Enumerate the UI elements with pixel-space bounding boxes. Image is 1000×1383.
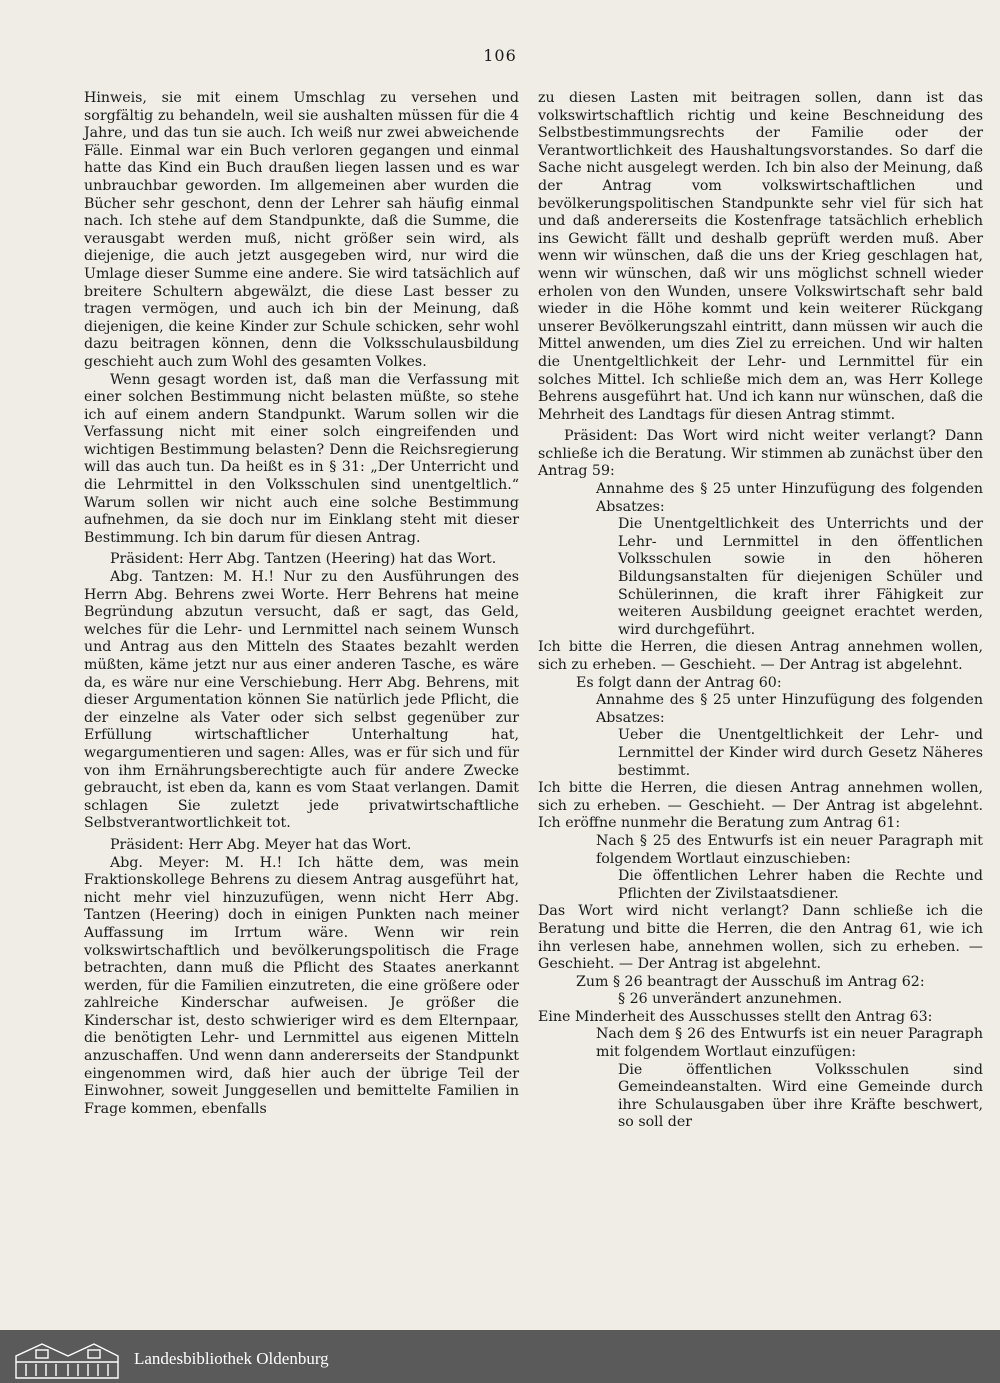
paragraph: zu diesen Lasten mit beitragen sollen, dann ist das volkswirtschaftlich richtig und keine Beschneidung des Selbstbestimmungsrechts der Familie oder der Verantwortlichkeit des Haushaltungsvorstandes. So darf die Sache nicht ausgelegt werden. Ich bin also der Meinung, daß der Antrag vom volkswirtschaftlichen und bevölkerungspolitischen Standpunkte sehr viel für sich hat und daß andererseits die Kostenfrage tatsächlich erheblich ins Gewicht fällt und deshalb geprüft werden muß. Aber wenn wir wünschen, daß die uns der Krieg geschlagen hat, wenn wir wünschen, daß wir uns möglichst schnell wieder erholen von den Wunden, unsere Volkswirtschaft sehr bald wieder in die Höhe kommt und kein weiterer Rückgang unserer Bevölkerungszahl eintritt, dann müssen wir auch die Mittel anwenden, um dies Ziel zu erreichen. Und wir halten die Unentgeltlichkeit der Lehr- und Lernmittel für ein solches Mittel. Ich schließe mich dem an, was Herr Kollege Behrens ausgeführt hat. Und ich kann nur wünschen, daß die Mehrheit des Landtags für diesen Antrag stimmt.: [538, 90, 983, 423]
paragraph: Zum § 26 beantragt der Ausschuß im Antrag 62:: [576, 973, 925, 990]
motion-text: Annahme des § 25 unter Hinzufügung des folgenden Absatzes:: [596, 692, 983, 726]
motion-text: Ueber die Unentgeltlichkeit der Lehr- und Lernmittel der Kinder wird durch Gesetz Näheres bestimmt.: [618, 727, 983, 779]
motion-text: Nach dem § 26 des Entwurfs ist ein neuer Paragraph mit folgendem Wortlaut einzufügen:: [596, 1026, 983, 1061]
motion-text: Nach § 25 des Entwurfs ist ein neuer Paragraph mit folgendem Wortlaut einzuschieben:: [596, 832, 983, 867]
library-name: Landesbibliothek Oldenburg: [134, 1349, 329, 1368]
motion-text: Die öffentlichen Volksschulen sind Gemeindeanstalten. Wird eine Gemeinde durch ihre Schulausgaben über ihre Kräfte beschwert, so soll der: [618, 1061, 983, 1131]
motion-text: Die öffentlichen Lehrer haben die Rechte und Pflichten der Zivilstaatsdiener.: [618, 868, 983, 902]
paragraph: Abg. Tantzen: M. H.! Nur zu den Ausführungen des Herrn Abg. Behrens zwei Worte. Herr Behrens hat meine Begründung abzutun versucht, daß er sagt, das Geld, welches für die Lehr- und Lernmittel nach seinem Wunsch und Antrag aus den Mitteln des Staates bezahlt werden müßten, käme jetzt nur aus einer anderen Tasche, es wäre da, es wäre nur eine Verschiebung. Herr Abg. Behrens, mit dieser Argumentation können Sie natürlich jede Pflicht, die der einzelne als Vater oder sich selbst gegenüber zur Erfüllung wirtschaftlicher Unterhaltung hat, wegargumentieren und sagen: Alles, was er für sich und für von ihm Ernährungsberechtigte auch für andere Zwecke gebraucht, ist eben da, kann es vom Staat verlangen. Damit schlagen Sie zuletzt jede privatwirtschaftliche Selbstverantwortlichkeit tot.: [84, 569, 519, 832]
paragraph: Abg. Meyer: M. H.! Ich hätte dem, was mein Fraktionskollege Behrens zu diesem Antrag ausgeführt hat, nicht mehr viel hinzuzufügen, wenn nicht Herr Abg. Tantzen (Heering) doch in einigen Punkten nach meiner Auffassung im Irrtum wäre. Wenn wir rein volkswirtschaftlich und bevölkerungspolitisch die Frage betrachten, dann muß die Pflicht des Staates anerkannt werden, für die Familien einzutreten, die eine größere oder zahlreiche Kinderschar aufweisen. Je größer die Kinderschar ist, desto schwieriger wird es dem Elternpaar, die benötigten Lehr- und Lernmittel aus eigenen Mitteln anzuschaffen. Und wenn dann andererseits der Standpunkt eingenommen wird, daß hier auch der übrige Teil der Einwohner, soweit Junggesellen und bemittelte Familien in Frage kommen, ebenfalls: [84, 854, 519, 1117]
motion-text: Die Unentgeltlichkeit des Unterrichts und der Lehr- und Lernmittel in den öffentlichen Volksschulen sowie in den höheren Bildungsanstalten für diejenigen Schüler und Schülerinnen, die kraft ihrer Fähigkeit zur weiteren Ausbildung geeignet erachtet werden, wird durchgeführt.: [618, 516, 983, 638]
footer-bar: [0, 1330, 1000, 1383]
paragraph: Hinweis, sie mit einem Umschlag zu versehen und sorgfältig zu behandeln, weil sie aushalten müssen für die 4 Jahre, und das tun sie auch. Ich weiß nur zwei abweichende Fälle. Einmal war ein Buch verloren gegangen und einmal hatte das Kind ein Buch draußen liegen lassen und es war unbrauchbar geworden. Im allgemeinen aber wurden die Bücher sehr geschont, denn der Lehrer sah häufig einmal nach. Ich stehe auf dem Standpunkte, daß die Summe, die verausgabt werden muß, nicht größer sein wird, als diejenige, die auch jetzt ausgegeben wird, nur wird die Umlage dieser Summe eine andere. Sie wird tatsächlich auf breitere Schultern abgewälzt, die diese Last besser zu tragen vermögen, und auch ich bin der Meinung, daß diejenigen, die keine Kinder zur Schule schicken, sehr wohl dazu beitragen können, denn die Volksschulausbildung geschieht auch zum Wohl des gesamten Volkes.: [84, 90, 519, 370]
paragraph: Wenn gesagt worden ist, daß man die Verfassung mit einer solchen Bestimmung nicht belasten müßte, so stehe ich auf einem andern Standpunkt. Warum sollen wir die Verfassung nicht mit einer solch eingreifenden und wichtigen Bestimmung belasten? Denn die Reichsregierung will das auch tun. Da heißt es in § 31: „Der Unterricht und die Lehrmittel in den Volksschulen sind unentgeltlich.“ Warum sollen wir nicht auch eine solche Bestimmung aufnehmen, da sie doch nur im Einklang steht mit dieser Bestimmung. Ich bin darum für diesen Antrag.: [84, 371, 519, 546]
paragraph: Ich bitte die Herren, die diesen Antrag annehmen wollen, sich zu erheben. — Geschieht. — Der Antrag ist abgelehnt. Ich eröffne nunmehr die Beratung zum Antrag 61:: [538, 780, 983, 832]
library-building-icon: [12, 1338, 122, 1380]
paragraph: Es folgt dann der Antrag 60:: [576, 674, 782, 691]
speaker-line: Präsident: Herr Abg. Meyer hat das Wort.: [110, 836, 412, 853]
speaker-line: Präsident: Das Wort wird nicht weiter verlangt? Dann schließe ich die Beratung. Wir stimmen ab zunächst über den Antrag 59:: [538, 428, 984, 480]
left-column: [84, 90, 519, 1118]
page-number: 106: [483, 46, 517, 65]
motion-text: § 26 unverändert anzunehmen.: [618, 991, 843, 1008]
motion-text: Annahme des § 25 unter Hinzufügung des folgenden Absatzes:: [596, 481, 983, 515]
paragraph: Das Wort wird nicht verlangt? Dann schließe ich die Beratung und bitte die Herren, die den Antrag 61, wie ich ihn verlesen habe, annehmen wollen, sich zu erheben. — Geschieht. — Der Antrag ist abgelehnt.: [538, 903, 983, 973]
right-column: [538, 90, 983, 1132]
paragraph: Ich bitte die Herren, die diesen Antrag annehmen wollen, sich zu erheben. — Geschieht. — Der Antrag ist abgelehnt.: [538, 639, 983, 673]
paragraph: Eine Minderheit des Ausschusses stellt den Antrag 63:: [538, 1008, 933, 1025]
speaker-line: Präsident: Herr Abg. Tantzen (Heering) hat das Wort.: [110, 551, 497, 568]
